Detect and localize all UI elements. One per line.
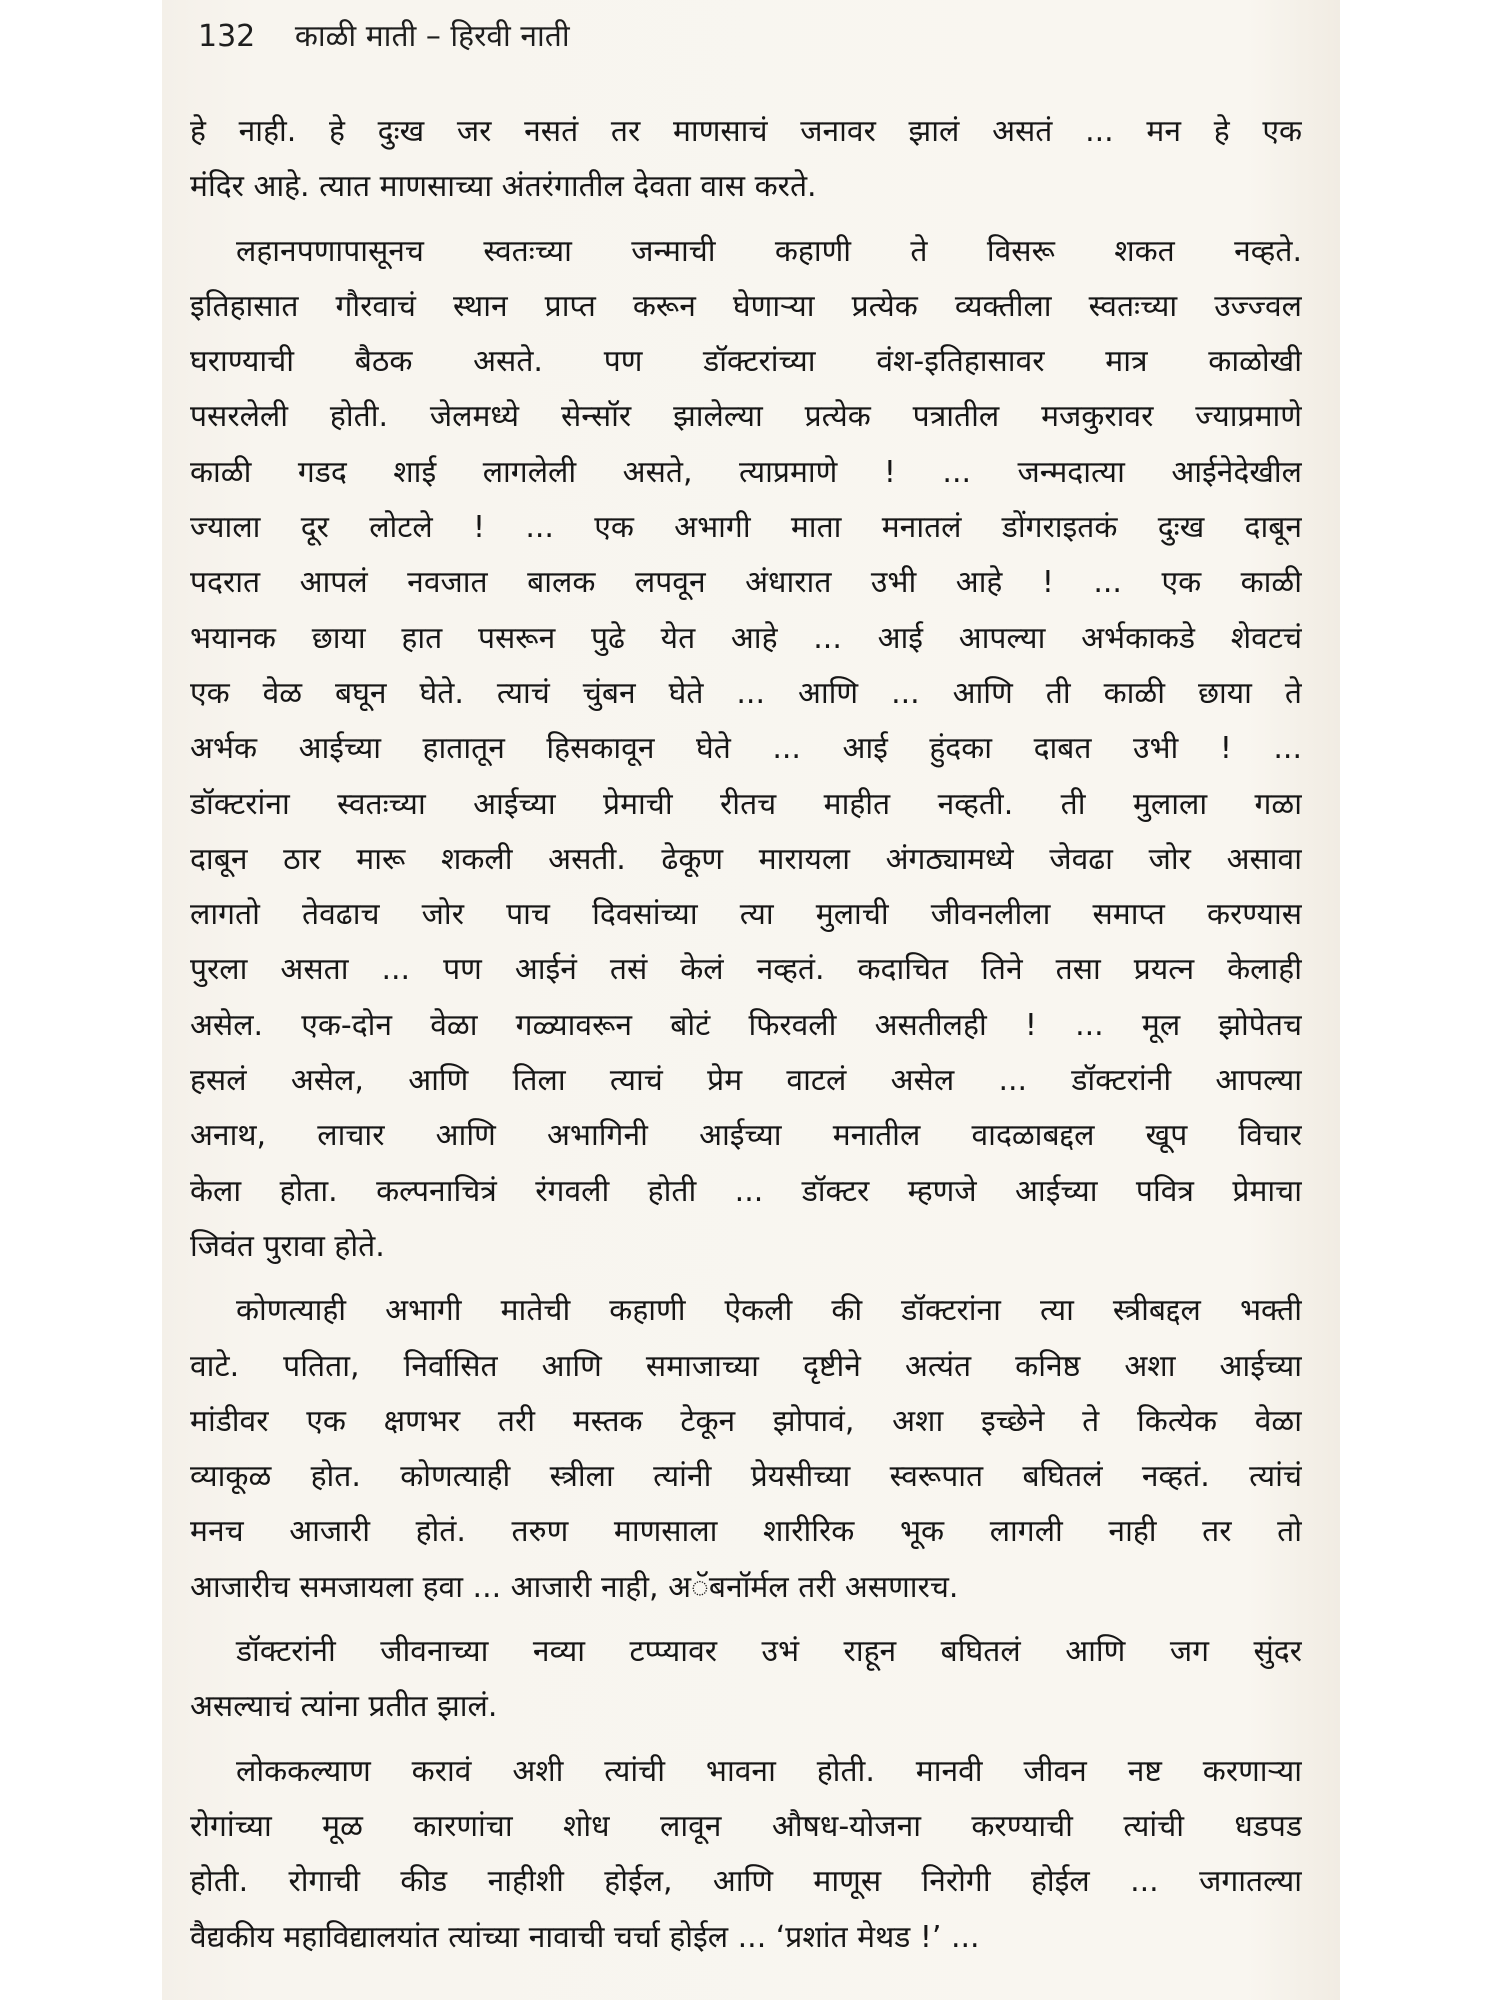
text-line: पसरलेली होती. जेलमध्ये सेन्सॉर झालेल्या प्रत्येक पत्रातील मजकुरावर ज्याप्रमाणे xyxy=(190,399,1302,435)
text-line: वाटे. पतिता, निर्वासित आणि समाजाच्या दृष्टीने अत्यंत कनिष्ठ अशा आईच्या xyxy=(190,1348,1302,1384)
text-line: कोणत्याही अभागी मातेची कहाणी ऐकली की डॉक्टरांना त्या स्त्रीबद्दल भक्ती xyxy=(236,1293,1302,1329)
text-line: होती. रोगाची कीड नाहीशी होईल, आणि माणूस निरोगी होईल ... जगातल्या xyxy=(190,1864,1302,1900)
text-line: घराण्याची बैठक असते. पण डॉक्टरांच्या वंश-इतिहासावर मात्र काळोखी xyxy=(190,344,1302,380)
text-line: काळी गडद शाई लागलेली असते, त्याप्रमाणे ! ... जन्मदात्या आईनेदेखील xyxy=(190,454,1302,490)
text-line: मंदिर आहे. त्यात माणसाच्या अंतरंगातील देवता वास करते. xyxy=(190,169,817,205)
text-line: पुरला असता ... पण आईनं तसं केलं नव्हतं. कदाचित तिने तसा प्रयत्न केलाही xyxy=(190,952,1302,988)
running-header xyxy=(198,14,570,55)
text-line: लोककल्याण करावं अशी त्यांची भावना होती. मानवी जीवन नष्ट करणाऱ्या xyxy=(236,1753,1302,1789)
paragraph xyxy=(190,1283,1302,1615)
running-title: काळी माती – हिरवी नाती xyxy=(294,19,570,54)
text-line: ज्याला दूर लोटले ! ... एक अभागी माता मनातलं डोंगराइतकं दुःख दाबून xyxy=(190,510,1302,546)
paragraph xyxy=(190,224,1302,1275)
text-line: असल्याचं त्यांना प्रतीत झालं. xyxy=(190,1689,498,1725)
text-line: इतिहासात गौरवाचं स्थान प्राप्त करून घेणाऱ्या प्रत्येक व्यक्तीला स्वतःच्या उज्ज्वल xyxy=(190,288,1302,324)
text-line: रोगांच्या मूळ कारणांचा शोध लावून औषध-योजना करण्याची त्यांची धडपड xyxy=(190,1808,1302,1844)
text-line: वैद्यकीय महाविद्यालयांत त्यांच्या नावाची चर्चा होईल ... ‘प्रशांत मेथड !’ ... xyxy=(190,1919,980,1955)
page-body-text xyxy=(190,104,1302,1974)
text-line: भयानक छाया हात पसरून पुढे येत आहे ... आई आपल्या अर्भकाकडे शेवटचं xyxy=(190,620,1302,656)
text-line: एक वेळ बघून घेते. त्याचं चुंबन घेते ... आणि ... आणि ती काळी छाया ते xyxy=(190,675,1302,711)
text-line: हसलं असेल, आणि तिला त्याचं प्रेम वाटलं असेल ... डॉक्टरांनी आपल्या xyxy=(190,1063,1302,1099)
text-line: लहानपणापासूनच स्वतःच्या जन्माची कहाणी ते विसरू शकत नव्हते. xyxy=(236,233,1302,269)
paragraph xyxy=(190,1744,1302,1965)
text-line: मांडीवर एक क्षणभर तरी मस्तक टेकून झोपावं, अशा इच्छेने ते कित्येक वेळा xyxy=(190,1403,1302,1439)
text-line: पदरात आपलं नवजात बालक लपवून अंधारात उभी आहे ! ... एक काळी xyxy=(190,565,1302,601)
text-line: मनच आजारी होतं. तरुण माणसाला शारीरिक भूक लागली नाही तर तो xyxy=(190,1514,1302,1550)
text-line: आजारीच समजायला हवा ... आजारी नाही, अॅबनॉर्मल तरी असणारच. xyxy=(190,1569,959,1605)
text-line: अनाथ, लाचार आणि अभागिनी आईच्या मनातील वादळाबद्दल खूप विचार xyxy=(190,1118,1302,1154)
text-line: व्याकूळ होत. कोणत्याही स्त्रीला त्यांनी प्रेयसीच्या स्वरूपात बघितलं नव्हतं. त्यांचं xyxy=(190,1459,1302,1495)
text-line: अर्भक आईच्या हातातून हिसकावून घेते ... आई हुंदका दाबत उभी ! ... xyxy=(190,731,1302,767)
paragraph xyxy=(190,1624,1302,1735)
text-line: डॉक्टरांनी जीवनाच्या नव्या टप्प्यावर उभं राहून बघितलं आणि जग सुंदर xyxy=(236,1634,1302,1670)
text-line: हे नाही. हे दुःख जर नसतं तर माणसाचं जनावर झालं असतं ... मन हे एक xyxy=(190,114,1302,149)
text-line: जिवंत पुरावा होते. xyxy=(190,1228,385,1264)
text-line: डॉक्टरांना स्वतःच्या आईच्या प्रेमाची रीतच माहीत नव्हती. ती मुलाला गळा xyxy=(190,786,1302,822)
text-line: केला होता. कल्पनाचित्रं रंगवली होती ... डॉक्टर म्हणजे आईच्या पवित्र प्रेमाचा xyxy=(190,1173,1302,1209)
text-line: दाबून ठार मारू शकली असती. ढेकूण मारायला अंगठ्यामध्ये जेवढा जोर असावा xyxy=(190,841,1302,877)
page-number: 132 xyxy=(198,19,256,54)
text-line: असेल. एक-दोन वेळा गळ्यावरून बोटं फिरवली असतीलही ! ... मूल झोपेतच xyxy=(190,1007,1302,1043)
paragraph xyxy=(190,104,1302,215)
text-line: लागतो तेवढाच जोर पाच दिवसांच्या त्या मुलाची जीवनलीला समाप्त करण्यास xyxy=(190,897,1302,933)
